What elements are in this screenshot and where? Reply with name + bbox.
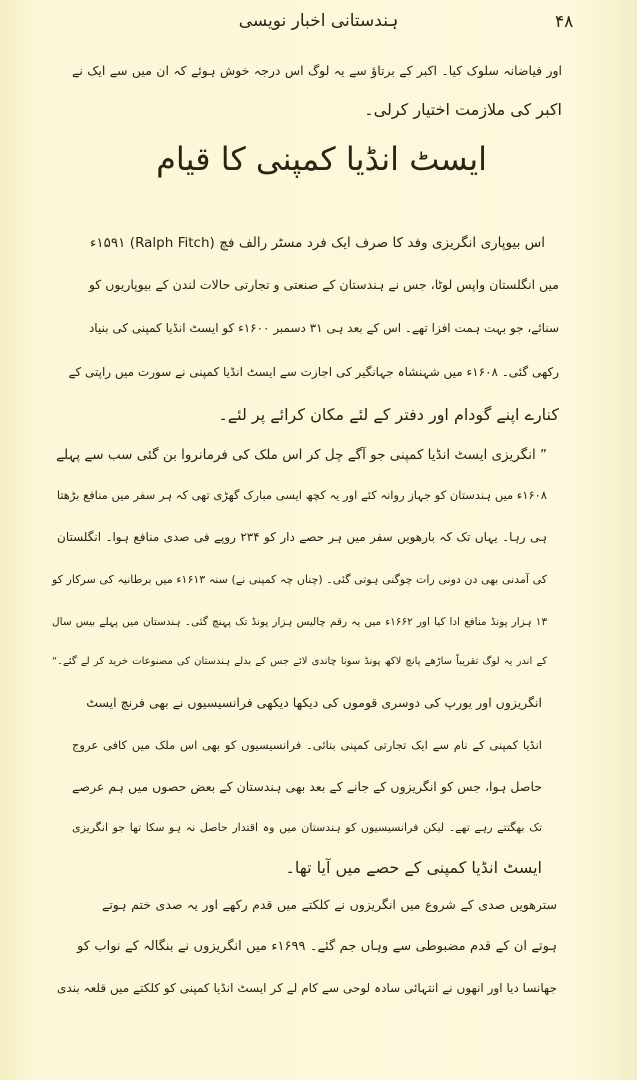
text-line: ہوتے ان کے قدم مضبوطی سے وہاں جم گئے۔ ۱۶۹۹ء میں انگریزوں نے بنگالہ کے نواب کو xyxy=(77,939,557,954)
text-line: ہی رہا۔ یہاں تک کہ بارھویں سفر میں ہر حصے دار کو ۲۳۴ روپے فی صدی منافع ہوا۔ انگلستان xyxy=(57,530,547,544)
text-line: جھانسا دیا اور انھوں نے انتہائی سادہ لوحی سے کام لے کر ایسٹ انڈیا کمپنی کو کلکتے میں قلعہ بندی xyxy=(57,981,557,995)
text-line: کنارے اپنے گودام اور دفتر کے لئے مکان کرائے پر لئے۔ xyxy=(218,405,559,424)
text-line: تک بھگتتے رہے تھے۔ لیکن فرانسیسیوں کو ہندستان میں وہ اقتدار حاصل نہ ہو سکا تھا جو انگریزی xyxy=(72,821,542,834)
text-line: اکبر کی ملازمت اختیار کرلی۔ xyxy=(364,100,562,119)
text-line: ۱۶۰۸ء میں ہندستان کو جہاز روانہ کئے اور یہ کچھ ایسی مبارک گھڑی تھی کہ ہر سفر میں منافع بڑھتا xyxy=(56,488,547,502)
text-line: کی آمدنی بھی دن دونی رات چوگنی ہوتی گئی۔ (چناں چہ کمپنی نے) سنہ ۱۶۱۳ء میں برطانیہ کی سرکار کو xyxy=(52,573,547,586)
text-line: سنائے، جو بہت ہمت افزا تھے۔ اس کے بعد ہی ۳۱ دسمبر ۱۶۰۰ء کو ایسٹ انڈیا کمپنی کی بنیاد xyxy=(88,321,559,335)
running-header: ہندستانی اخبار نویسی xyxy=(238,11,399,31)
text-line: ایسٹ انڈیا کمپنی کے حصے میں آیا تھا۔ xyxy=(285,858,542,877)
text-line: میں انگلستان واپس لوٹا، جس نے ہندستان کے صنعتی و تجارتی حالات لندن کے بیوپاریوں کو xyxy=(88,277,559,292)
text-line: سترھویں صدی کے شروع میں انگریزوں نے کلکتے میں قدم رکھے اور یہ صدی ختم ہوتے xyxy=(102,897,557,912)
page-number: ۴۸ xyxy=(555,12,574,32)
text-line: رکھی گئی۔ ۱۶۰۸ء میں شہنشاہ جہانگیر کی اجازت سے ایسٹ انڈیا کمپنی نے سورت میں راپتی کے xyxy=(68,365,559,379)
text-line: اور فیاضانہ سلوک کیا۔ اکبر کے برتاؤ سے یہ لوگ اس درجہ خوش ہوئے کہ ان میں سے ایک نے xyxy=(72,63,562,78)
text-line: ” انگریزی ایسٹ انڈیا کمپنی جو آگے چل کر اس ملک کی فرمانروا بن گئی سب سے پہلے xyxy=(56,447,547,463)
section-heading: ایسٹ انڈیا کمپنی کا قیام xyxy=(156,140,487,178)
text-line: اس بیوپاری انگریزی وفد کا صرف ایک فرد مسٹر رالف فچ (Ralph Fitch) ۱۵۹۱ء xyxy=(90,235,545,251)
text-line: کے اندر یہ لوگ تقریباً ساڑھے پانچ لاکھ پونڈ سونا چاندی لائے جس کے بدلے ہندستان کی مصنوعات خرید کر لے گئے۔“ xyxy=(52,656,547,667)
text-line: ۱۳ ہزار پونڈ منافع ادا کیا اور ۱۶۶۲ء میں یہ رقم چالیس ہزار پونڈ تک پہنچ گئی۔ ہندستان میں پہلے بیس سال xyxy=(52,616,547,628)
text-line: انگریزوں اور یورپ کی دوسری قوموں کی دیکھا دیکھی فرانسیسیوں نے بھی فرنچ ایسٹ xyxy=(86,695,542,710)
text-line: حاصل ہوا، جس کو انگریزوں کے جانے کے بعد بھی ہندستان کے بعض حصوں میں ہم عرصے xyxy=(72,779,542,794)
text-line: انڈیا کمپنی کے نام سے ایک تجارتی کمپنی بنائی۔ فرانسیسیوں کو بھی اس ملک میں کافی عروج xyxy=(72,738,542,752)
